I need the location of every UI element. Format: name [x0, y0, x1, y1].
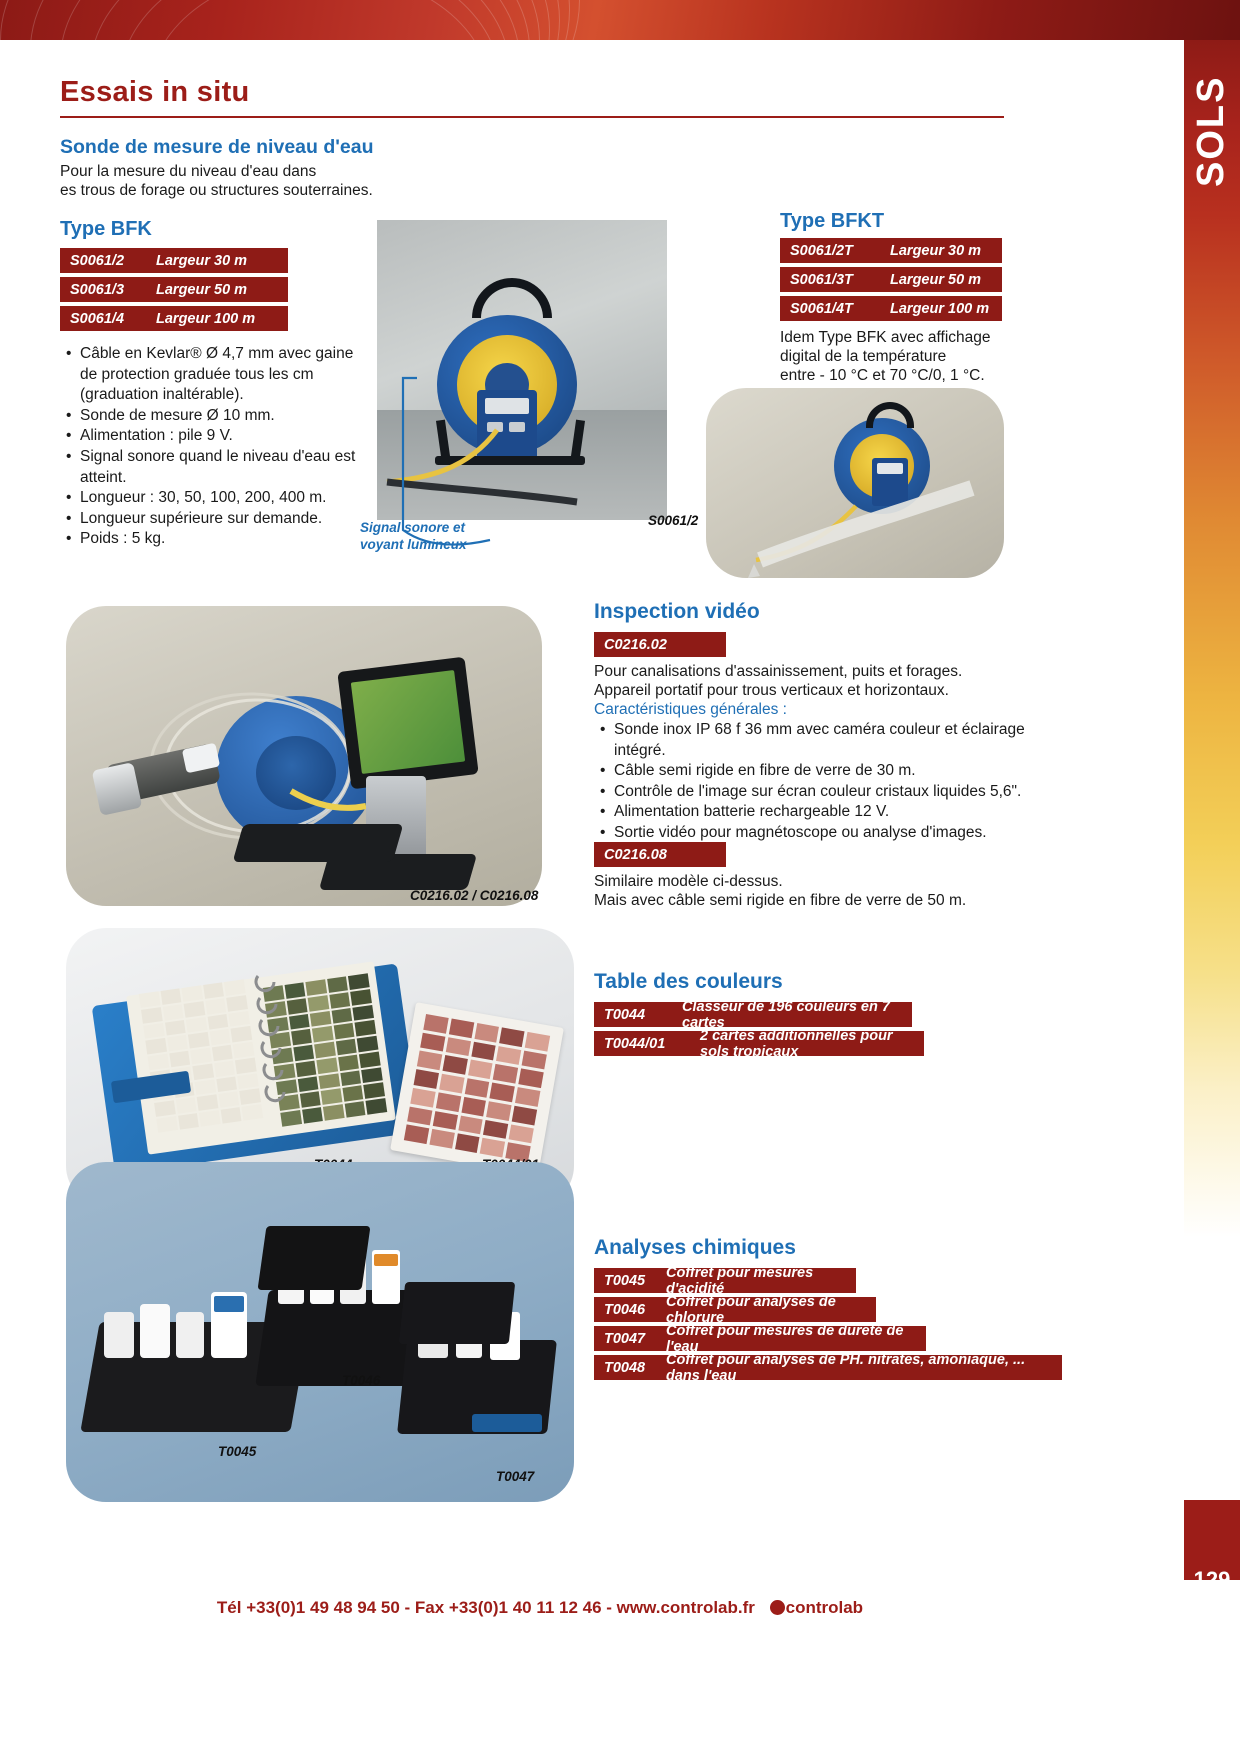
section-heading-probe: Sonde de mesure de niveau d'eau [60, 136, 374, 158]
photo-caption-s0061: S0061/2 [648, 513, 699, 528]
bfkt-note-line2: digital de la température [780, 348, 947, 365]
side-tab-label: SOLS [1190, 75, 1232, 187]
list-item: • Alimentation batterie rechargeable 12 V. [600, 802, 1050, 823]
bfk-code-table [60, 248, 288, 335]
product-ref: S0061/3T [790, 271, 853, 288]
table-row [594, 1293, 876, 1326]
table-row [594, 842, 726, 867]
brand-name: controlab [785, 1598, 864, 1617]
subheading-bfk: Type BFK [60, 218, 152, 240]
bfk-feature-list [66, 344, 366, 550]
product-ref: S0061/4 [70, 310, 125, 327]
video-intro-line1: Pour canalisations d'assainissement, puits et forages. [594, 663, 963, 680]
table-row [594, 1027, 924, 1060]
caption-t0045: T0045 [218, 1444, 257, 1459]
product-desc: Largeur 50 m [890, 271, 982, 288]
probe-intro-line1: Pour la mesure du niveau d'eau dans [60, 163, 317, 180]
table-row [780, 296, 1002, 321]
video-code-1-row [594, 632, 726, 661]
side-tab [1184, 40, 1240, 1500]
section-heading-video: Inspection vidéo [594, 600, 760, 623]
product-desc: Largeur 30 m [156, 252, 248, 269]
caption-t0046: T0046 [342, 1373, 381, 1388]
table-row [60, 248, 288, 273]
section-heading-chem: Analyses chimiques [594, 1236, 796, 1259]
list-item: • Sonde inox IP 68 f 36 mm avec caméra couleur et éclairage intégré. [600, 720, 1050, 761]
product-desc: Coffret pour analyses de chlorure [666, 1293, 836, 1326]
footer-contact [0, 1598, 1080, 1618]
video-note-line2: Mais avec câble semi rigide en fibre de verre de 50 m. [594, 892, 967, 909]
product-desc: Largeur 50 m [156, 281, 248, 298]
product-desc: Largeur 30 m [890, 242, 982, 259]
list-item: • Alimentation : pile 9 V. [66, 426, 366, 447]
product-ref: S0061/2 [70, 252, 125, 269]
video-intro-line2: Appareil portatif pour trous verticaux et horizontaux. [594, 682, 949, 699]
table-row [594, 1322, 926, 1355]
video-code-2-row [594, 842, 726, 871]
annotation-line1: Signal sonore et [360, 520, 466, 535]
probe-intro-line2: es trous de forage ou structures souterraines. [60, 182, 373, 199]
product-ref: S0061/3 [70, 281, 125, 298]
product-desc: Largeur 100 m [156, 310, 256, 327]
table-row [594, 1351, 1062, 1384]
list-item: • Poids : 5 kg. [66, 529, 366, 550]
chem-code-table [594, 1264, 1062, 1384]
table-row [594, 998, 912, 1031]
product-ref: T0048 [604, 1359, 646, 1376]
product-desc: Coffret pour mesures de dureté de l'eau [666, 1322, 904, 1355]
table-row [780, 238, 1002, 263]
video-note-line1: Similaire modèle ci-dessus. [594, 873, 783, 890]
table-row [60, 277, 288, 302]
bfkt-note-line1: Idem Type BFK avec affichage [780, 329, 991, 346]
list-item: • Longueur supérieure sur demande. [66, 509, 366, 530]
product-ref: T0044 [604, 1006, 646, 1023]
list-item: • Câble en Kevlar® Ø 4,7 mm avec gaine de protection graduée tous les cm (graduation inaltérable). [66, 344, 366, 406]
table-row [780, 267, 1002, 292]
bfkt-note-line3: entre - 10 °C et 70 °C/0, 1 °C. [780, 367, 985, 384]
list-item: • Longueur : 30, 50, 100, 200, 400 m. [66, 488, 366, 509]
page-title: Essais in situ [60, 76, 250, 108]
list-item: • Câble semi rigide en fibre de verre de 30 m. [600, 761, 1050, 782]
annotation-line2: voyant lumineux [360, 537, 467, 552]
product-desc: 2 cartes additionnelles pour sols tropicaux [700, 1027, 893, 1060]
footer-contact-text: Tél +33(0)1 49 48 94 50 - Fax +33(0)1 40 11 12 46 - www.controlab.fr [216, 1598, 755, 1617]
top-decorative-band [0, 0, 1240, 40]
photo-chem-kits [66, 1162, 574, 1502]
section-heading-colors: Table des couleurs [594, 970, 783, 993]
page-content [0, 40, 1184, 1700]
list-item: • Signal sonore quand le niveau d'eau est atteint. [66, 447, 366, 488]
product-ref: S0061/4T [790, 300, 853, 317]
page-number: 129 [1193, 1567, 1231, 1592]
caption-t0047: T0047 [496, 1469, 535, 1484]
product-desc: Largeur 100 m [890, 300, 990, 317]
product-ref: T0046 [604, 1301, 646, 1318]
video-feature-list [600, 720, 1050, 844]
product-desc: Classeur de 196 couleurs en 7 cartes [682, 998, 890, 1031]
list-item: • Contrôle de l'image sur écran couleur cristaux liquides 5,6". [600, 782, 1050, 803]
list-item: • Sortie vidéo pour magnétoscope ou analyse d'images. [600, 823, 1050, 844]
product-ref: T0044/01 [604, 1035, 666, 1052]
page-footer [0, 1580, 1184, 1660]
product-ref: C0216.02 [604, 636, 667, 653]
brand-logo [770, 1598, 863, 1617]
photo-bfkt-reel [706, 388, 1004, 578]
product-desc: Coffret pour mesures d'acidité [666, 1264, 814, 1297]
title-divider [60, 116, 1004, 118]
bfkt-code-table [780, 238, 1002, 325]
product-ref: S0061/2T [790, 242, 853, 259]
table-row [594, 632, 726, 657]
table-row [594, 1264, 856, 1297]
product-ref: C0216.08 [604, 846, 667, 863]
product-ref: T0047 [604, 1330, 646, 1347]
colors-code-table [594, 998, 924, 1060]
table-row [60, 306, 288, 331]
subheading-bfkt: Type BFKT [780, 210, 885, 232]
list-item: • Sonde de mesure Ø 10 mm. [66, 406, 366, 427]
product-desc: Coffret pour analyses de PH. nitrates, amoniaque, ... dans l'eau [666, 1351, 1026, 1384]
video-features-heading: Caractéristiques générales : [594, 701, 787, 718]
logo-dot-icon [770, 1600, 785, 1615]
product-ref: T0045 [604, 1272, 646, 1289]
photo-video-inspection [66, 606, 542, 906]
photo-caption-video: C0216.02 / C0216.08 [410, 888, 539, 903]
